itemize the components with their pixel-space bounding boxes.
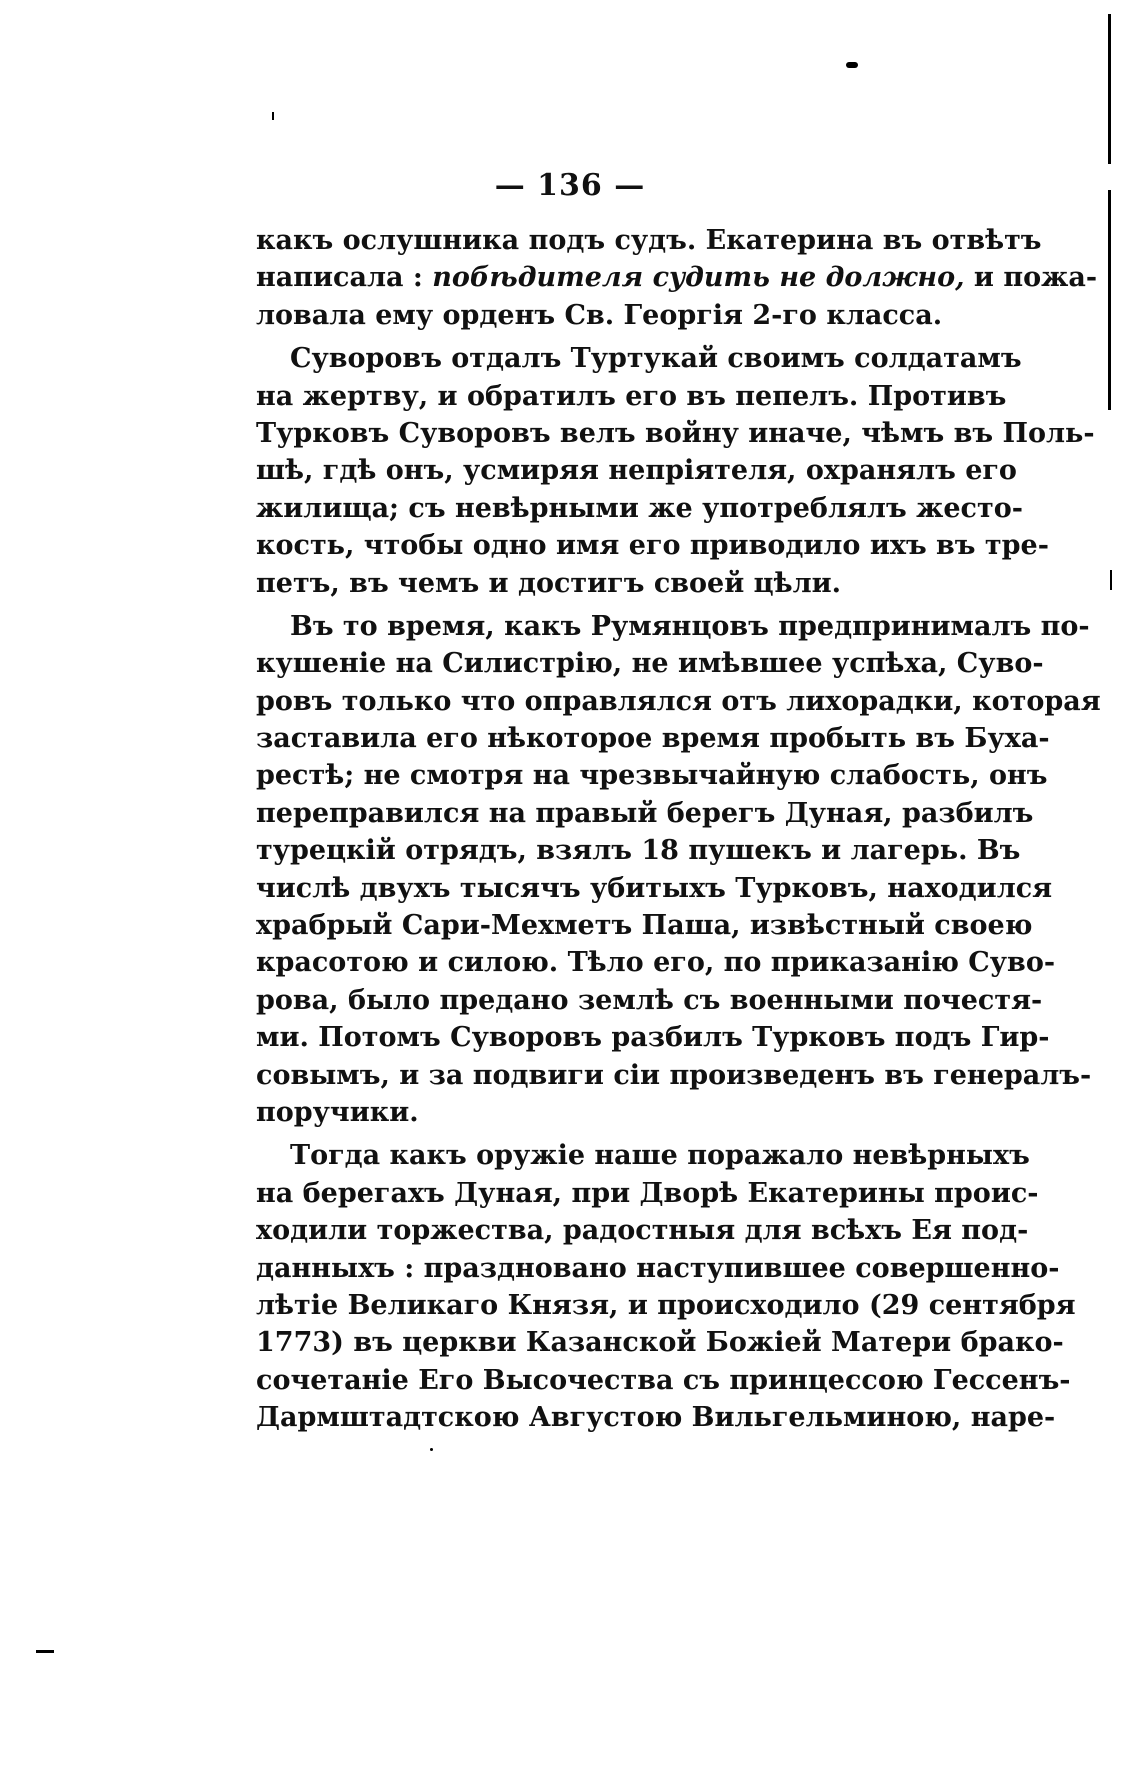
paragraph-3 — [256, 608, 1101, 1131]
text-line: Тогда какъ оружіе наше поражало невѣрныхъ — [290, 1140, 1030, 1172]
text-line: Дармштадтскою Августою Вильгельминою, наре- — [256, 1402, 1056, 1434]
paragraph-4 — [256, 1137, 1076, 1436]
page-number: — 136 — — [494, 168, 646, 203]
text-line: на берегахъ Дуная, при Дворѣ Екатерины проис- — [256, 1177, 1039, 1209]
text-line: петъ, въ чемъ и достигъ своей цѣли. — [256, 567, 842, 599]
text-line — [256, 259, 1098, 296]
text-line: кушеніе на Силистрію, не имѣвшее успѣха, Суво- — [256, 648, 1044, 680]
italic-quote: побѣдителя судить не должно, — [432, 262, 965, 294]
text-line: Суворовъ отдалъ Туртукай своимъ солдатамъ — [290, 343, 1022, 375]
text-line: Турковъ Суворовъ велъ войну иначе, чѣмъ въ Поль- — [256, 417, 1095, 449]
text-line: данныхъ : праздновано наступившее совершенно- — [256, 1252, 1060, 1284]
scan-speck — [846, 62, 858, 68]
text-line: на жертву, и обратилъ его въ пепелъ. Противъ — [256, 380, 1007, 412]
text-line: ходили торжества, радостныя для всѣхъ Ея под- — [256, 1215, 1029, 1247]
text-line: заставила его нѣкоторое время пробыть въ Буха- — [256, 723, 1050, 755]
scan-edge-mark — [1110, 570, 1112, 590]
text-line: совымъ, и за подвиги сіи произведенъ въ генералъ- — [256, 1059, 1092, 1091]
scan-edge-mark — [1108, 14, 1111, 164]
text-fragment: написала : — [256, 262, 433, 294]
scan-speck — [36, 1650, 54, 1653]
text-line: переправился на правый берегъ Дуная, разбилъ — [256, 797, 1034, 829]
paragraph-2 — [256, 340, 1095, 602]
text-line: какъ ослушника подъ судъ. Екатерина въ отвѣтъ — [256, 225, 1042, 256]
text-line: рестѣ; не смотря на чрезвычайную слабость, онъ — [256, 760, 1048, 792]
text-line: поручики. — [256, 1096, 419, 1128]
text-line: ровъ только что оправлялся отъ лихорадки, которая — [256, 685, 1101, 717]
body-text — [256, 222, 1101, 1437]
text-line: шѣ, гдѣ онъ, усмиряя непріятеля, охранялъ его — [256, 455, 1017, 487]
paragraph-1 — [256, 222, 1098, 334]
scan-edge-mark — [1108, 190, 1111, 410]
text-line: храбрый Сари-Мехметъ Паша, извѣстный своею — [256, 910, 1033, 942]
text-line: сочетаніе Его Высочества съ принцессою Гессенъ- — [256, 1364, 1071, 1396]
text-line: жилища; съ невѣрными же употреблялъ жесто- — [256, 492, 1023, 524]
text-line: Въ то время, какъ Румянцовъ предпринималъ по- — [290, 610, 1090, 642]
text-line: 1773) въ церкви Казанской Божіей Матери брако- — [256, 1327, 1064, 1359]
text-line: ми. Потомъ Суворовъ разбилъ Турковъ подъ Гир- — [256, 1022, 1050, 1054]
text-line: красотою и силою. Тѣло его, по приказанію Суво- — [256, 947, 1056, 979]
text-line: ловала ему орденъ Св. Георгія 2-го класса. — [256, 299, 943, 331]
text-line: лѣтіе Великаго Князя, и происходило (29 сентября — [256, 1289, 1076, 1321]
text-fragment: и пожа- — [964, 262, 1098, 294]
text-line: рова, было предано землѣ съ военными почестя- — [256, 984, 1043, 1016]
scan-speck — [272, 112, 274, 120]
scan-speck — [430, 1448, 433, 1451]
text-line: турецкій отрядъ, взялъ 18 пушекъ и лагерь. Въ — [256, 835, 1021, 867]
text-line: числѣ двухъ тысячъ убитыхъ Турковъ, находился — [256, 872, 1053, 904]
text-line: кость, чтобы одно имя его приводило ихъ въ тре- — [256, 530, 1049, 562]
